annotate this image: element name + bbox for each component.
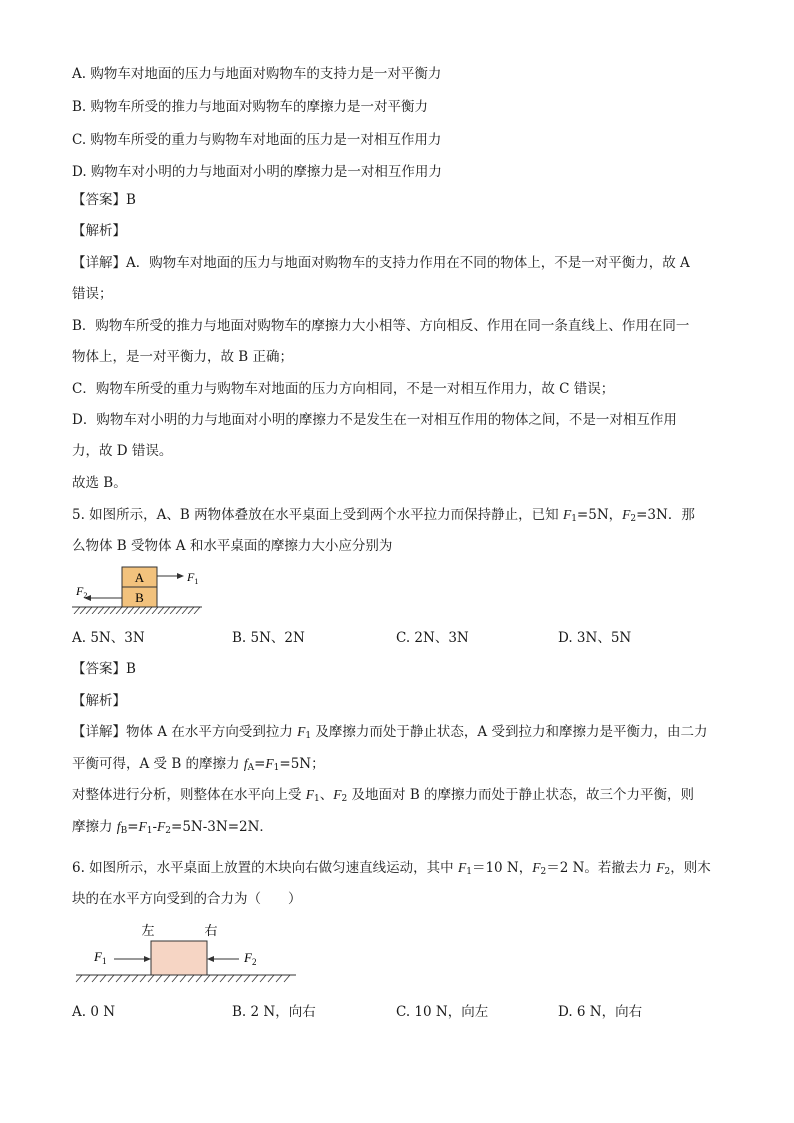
hatch-mark [252,975,258,982]
hatch-mark [104,607,110,614]
q6-option-b: B. 2 N，向右 [232,1004,316,1020]
hatch-mark [212,975,218,982]
hatch-mark [122,607,128,614]
q5-analysis-heading: 【解析】 [72,693,126,709]
hatch-mark [180,975,186,982]
q6-ground-hatch [76,975,290,982]
hatch-mark [170,607,176,614]
q4-option-c: C. 购物车所受的重力与购物车对地面的压力是一对相互作用力 [72,132,442,148]
q6-force-f2-label: $F_2$ [244,950,257,967]
hatch-mark [124,975,130,982]
q5-option-c: C. 2N、3N [396,630,469,646]
hatch-mark [182,607,188,614]
q5-detail-line-1: 【详解】物体 A 在水平方向受到拉力 $F_1$ 及摩擦力而处于静止状态，A 受到拉力和摩擦力是平衡力，由二力 [72,724,708,741]
q6-force-f2-arrowhead [207,956,214,962]
hatch-mark [132,975,138,982]
q5-force-f1-label: $F_1$ [187,570,199,586]
q5-option-b: B. 5N、2N [232,630,305,646]
q6-stem-line-1: 6. 如图所示，水平桌面上放置的木块向右做匀速直线运动，其中 $F_1=10$ N，$F_2=2$ N。若撤去力 $F_2$，则木 [72,860,711,877]
hatch-mark [236,975,242,982]
q4-detail-line-2: 错误； [72,286,113,302]
q5-block-b-label: B [135,590,144,605]
hatch-mark [148,975,154,982]
q5-force-f2-label: $F_2$ [76,584,88,600]
q4-analysis-heading: 【解析】 [72,223,126,239]
q5-block-a-label: A [134,570,145,585]
q6-option-a: A. 0 N [72,1004,116,1020]
hatch-mark [98,607,104,614]
q4-detail-line-7: 力，故 D 错误。 [72,443,173,459]
hatch-mark [220,975,226,982]
q5-stem-f2-value: =3N．那 [636,507,695,523]
q6-option-d: D. 6 N，向右 [558,1004,643,1020]
hatch-mark [128,607,134,614]
hatch-mark [164,975,170,982]
q4-option-b: B. 购物车所受的推力与地面对购物车的摩擦力是一对平衡力 [72,99,429,115]
hatch-mark [140,607,146,614]
hatch-mark [164,607,170,614]
hatch-mark [140,975,146,982]
q4-detail-line-1: 【详解】A．购物车对地面的压力与地面对购物车的支持力作用在不同的物体上，不是一对平衡力，故 A [72,255,690,271]
q5-stem-line-1: 5. 如图所示，A、B 两物体叠放在水平桌面上受到两个水平拉力而保持静止，已知 $F_1=5N$，$F_2=3N$．那 [72,507,695,524]
hatch-mark [146,607,152,614]
hatch-mark [260,975,266,982]
q5-option-a: A. 5N、3N [72,630,145,646]
hatch-mark [134,607,140,614]
q4-detail-line-6: D．购物车对小明的力与地面对小明的摩擦力不是发生在一对相互作用的物体之间，不是一对相互作用 [72,412,677,428]
q5-figure [72,562,222,614]
q4-answer: 【答案】B [72,192,136,208]
hatch-mark [268,975,274,982]
q6-right-label: 右 [204,923,218,938]
hatch-mark [188,975,194,982]
hatch-mark [228,975,234,982]
hatch-mark [74,607,80,614]
hatch-mark [116,975,122,982]
hatch-mark [92,975,98,982]
hatch-mark [188,607,194,614]
q4-detail-line-4: 物体上，是一对平衡力，故 B 正确； [72,349,294,365]
q5-stem-f1-value: =5N， [576,507,623,523]
hatch-mark [116,607,122,614]
hatch-mark [80,607,86,614]
hatch-mark [172,975,178,982]
hatch-mark [276,975,282,982]
q6-force-f1-label: $F_1$ [94,949,107,966]
q5-answer: 【答案】B [72,661,136,677]
q5-detail-line-3: 对整体进行分析，则整体在水平向上受 $F_1$、$F_2$ 及地面对 B 的摩擦力而处于静止状态，故三个力平衡，则 [72,787,695,804]
q6-stem-line-2: 块的在水平方向受到的合力为（ ） [72,891,302,907]
hatch-mark [156,975,162,982]
hatch-mark [196,975,202,982]
q4-option-a: A. 购物车对地面的压力与地面对购物车的支持力是一对平衡力 [72,66,442,82]
q6-figure [72,918,302,986]
hatch-mark [152,607,158,614]
q4-detail-line-8: 故选 B。 [72,475,127,491]
q6-left-label: 左 [141,923,155,938]
hatch-mark [84,975,90,982]
q5-detail-line-4: 摩擦力 $f_B=F_1-F_2=5N-3N=2N$． [72,819,273,836]
hatch-mark [76,975,82,982]
q5-detail-line-2: 平衡可得，A 受 B 的摩擦力 $f_A=F_1=5N$； [72,756,325,773]
hatch-mark [92,607,98,614]
q6-wood-block [151,941,207,975]
q4-option-d: D. 购物车对小明的力与地面对小明的摩擦力是一对相互作用力 [72,164,442,180]
hatch-mark [86,607,92,614]
hatch-mark [158,607,164,614]
q5-stem-text: 5. 如图所示，A、B 两物体叠放在水平桌面上受到两个水平拉力而保持静止，已知 [72,507,563,523]
q5-stem-line-2: 么物体 B 受物体 A 和水平桌面的摩擦力大小应分别为 [72,538,393,554]
hatch-mark [100,975,106,982]
hatch-mark [194,607,200,614]
q5-option-d: D. 3N、5N [558,630,632,646]
hatch-mark [244,975,250,982]
hatch-mark [284,975,290,982]
hatch-mark [110,607,116,614]
q4-detail-line-3: B．购物车所受的推力与地面对购物车的摩擦力大小相等、方向相反、作用在同一条直线上、作用在同一 [72,318,690,334]
q6-force-f1-arrowhead [144,956,151,962]
q5-force-f1-arrowhead [177,573,184,579]
hatch-mark [204,975,210,982]
q5-ground-hatch [74,607,200,614]
hatch-mark [108,975,114,982]
hatch-mark [176,607,182,614]
q6-option-c: C. 10 N，向左 [396,1004,489,1020]
q4-detail-line-5: C．购物车所受的重力与购物车对地面的压力方向相同，不是一对相互作用力，故 C 错误； [72,381,615,397]
